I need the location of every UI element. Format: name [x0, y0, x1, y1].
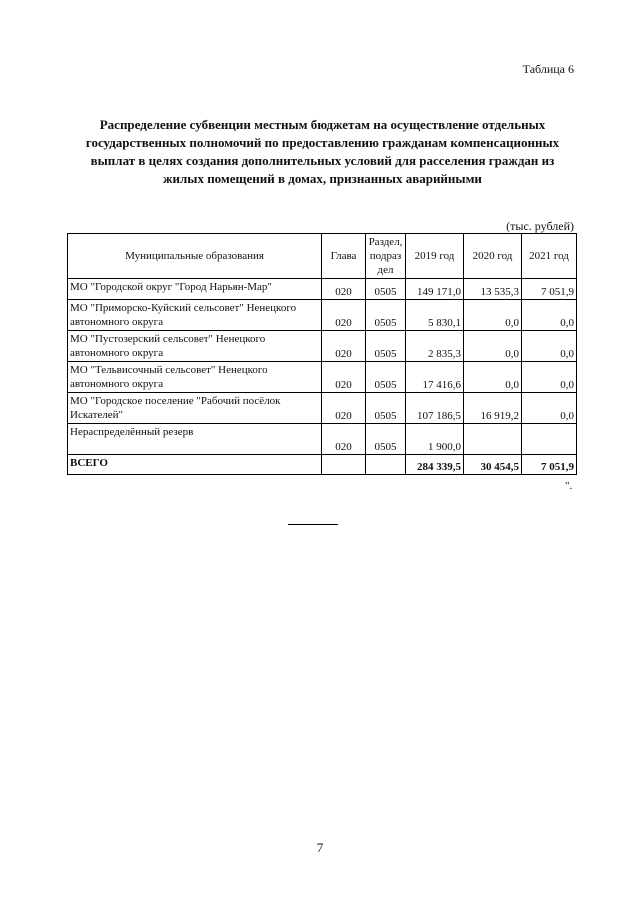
value-2020-cell: 0,0: [464, 300, 522, 331]
section-cell: 0505: [366, 393, 406, 424]
total-label-cell: ВСЕГО: [68, 455, 322, 475]
value-2020-cell: [464, 424, 522, 455]
value-2021-cell: 0,0: [522, 393, 577, 424]
section-cell: 0505: [366, 362, 406, 393]
municipality-cell: МО "Пустозерский сельсовет" Ненецкого автономного округа: [68, 331, 322, 362]
value-2020-cell: 16 919,2: [464, 393, 522, 424]
value-2019-cell: 107 186,5: [406, 393, 464, 424]
header-2021: 2021 год: [522, 234, 577, 279]
subvention-table: [67, 233, 577, 475]
total-2019-cell: 284 339,5: [406, 455, 464, 475]
value-2020-cell: 0,0: [464, 331, 522, 362]
table-header-row: [68, 234, 577, 279]
units-note: (тыс. рублей): [506, 219, 574, 233]
municipality-cell: МО "Городское поселение "Рабочий посёлок Искателей": [68, 393, 322, 424]
closing-quote-mark: ".: [565, 480, 573, 492]
chapter-cell: 020: [322, 393, 366, 424]
section-cell: 0505: [366, 279, 406, 300]
table-label: Таблица 6: [522, 62, 574, 76]
value-2021-cell: 0,0: [522, 362, 577, 393]
document-title: Распределение субвенции местным бюджетам на осуществление отдельных государственных полномочий по предоставлению гражданам компенсационных выплат в целях создания дополнительных условий для расселения граждан из жилых помещений в домах, признанных аварийными: [85, 117, 560, 186]
value-2021-cell: 0,0: [522, 300, 577, 331]
chapter-cell: 020: [322, 424, 366, 455]
municipality-cell: Нераспределённый резерв: [68, 424, 322, 455]
value-2019-cell: 149 171,0: [406, 279, 464, 300]
value-2019-cell: 17 416,6: [406, 362, 464, 393]
municipality-cell: МО "Приморско-Куйский сельсовет" Ненецкого автономного округа: [68, 300, 322, 331]
header-chapter: Глава: [322, 234, 366, 279]
value-2019-cell: 5 830,1: [406, 300, 464, 331]
value-2020-cell: 13 535,3: [464, 279, 522, 300]
section-cell: 0505: [366, 424, 406, 455]
table-row: [68, 300, 577, 331]
value-2021-cell: 0,0: [522, 331, 577, 362]
section-cell: 0505: [366, 331, 406, 362]
table-row: [68, 393, 577, 424]
value-2019-cell: 2 835,3: [406, 331, 464, 362]
section-cell: 0505: [366, 300, 406, 331]
header-2019: 2019 год: [406, 234, 464, 279]
header-2020: 2020 год: [464, 234, 522, 279]
separator-line: [288, 524, 338, 525]
municipality-cell: МО "Тельвисочный сельсовет" Ненецкого автономного округа: [68, 362, 322, 393]
table-row: [68, 362, 577, 393]
chapter-cell: 020: [322, 300, 366, 331]
value-2021-cell: [522, 424, 577, 455]
header-municipality: Муниципальные образования: [68, 234, 322, 279]
table-row: [68, 279, 577, 300]
municipality-cell: МО "Городской округ "Город Нарьян-Мар": [68, 279, 322, 300]
table-row: [68, 424, 577, 455]
header-section: Раздел, подраз дел: [366, 234, 406, 279]
total-section-cell: [366, 455, 406, 475]
total-row: [68, 455, 577, 475]
page-number: 7: [316, 840, 324, 855]
total-chapter-cell: [322, 455, 366, 475]
value-2020-cell: 0,0: [464, 362, 522, 393]
total-2020-cell: 30 454,5: [464, 455, 522, 475]
chapter-cell: 020: [322, 331, 366, 362]
chapter-cell: 020: [322, 362, 366, 393]
total-2021-cell: 7 051,9: [522, 455, 577, 475]
value-2021-cell: 7 051,9: [522, 279, 577, 300]
chapter-cell: 020: [322, 279, 366, 300]
table-row: [68, 331, 577, 362]
value-2019-cell: 1 900,0: [406, 424, 464, 455]
